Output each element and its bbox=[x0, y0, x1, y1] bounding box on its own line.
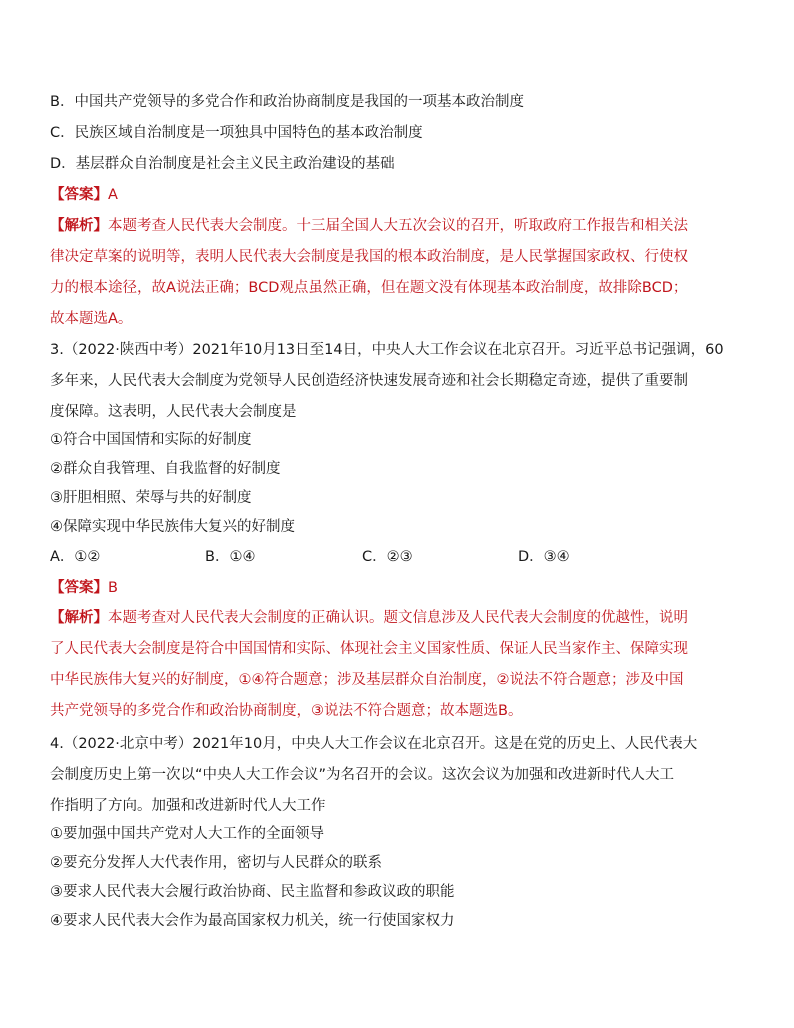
q3-analysis-line-4: 共产党领导的多党合作和政治协商制度，③说法不符合题意；故本题选B。 bbox=[50, 703, 523, 719]
q4-item-1: ①要加强中国共产党对人大工作的全面领导 bbox=[50, 826, 324, 842]
q4-item-4: ④要求人民代表大会作为最高国家权力机关，统一行使国家权力 bbox=[50, 913, 455, 929]
q3-stem-line-1: 3.（2022·陕西中考）2021年10月13日至14日，中央人大工作会议在北京召开。习近平总书记强调，60 bbox=[50, 342, 724, 358]
q3-analysis-line-3: 中华民族伟大复兴的好制度，①④符合题意；涉及基层群众自治制度，②说法不符合题意；涉及中国 bbox=[50, 672, 684, 688]
q3-option-b: B．①④ bbox=[205, 549, 256, 565]
q2-option-b: B．中国共产党领导的多党合作和政治协商制度是我国的一项基本政治制度 bbox=[50, 94, 524, 110]
q3-analysis-line-1 bbox=[50, 608, 688, 628]
answer-value: A bbox=[108, 187, 118, 203]
q4-stem-line-3: 作指明了方向。加强和改进新时代人大工作 bbox=[50, 798, 326, 814]
q4-stem-line-1: 4.（2022·北京中考）2021年10月，中央人大工作会议在北京召开。这是在党的历史上、人民代表大 bbox=[50, 736, 698, 752]
q3-options bbox=[50, 547, 750, 567]
answer-label: 【答案】 bbox=[50, 580, 108, 596]
q2-analysis-line-2: 律决定草案的说明等，表明人民代表大会制度是我国的根本政治制度，是人民掌握国家政权、行使权 bbox=[50, 249, 688, 265]
q2-option-d: D．基层群众自治制度是社会主义民主政治建设的基础 bbox=[50, 156, 395, 172]
answer-label: 【答案】 bbox=[50, 187, 108, 203]
q2-analysis-line-3: 力的根本途径，故A说法正确；BCD观点虽然正确，但在题文没有体现基本政治制度，故排除BCD； bbox=[50, 280, 688, 296]
q2-analysis-line-4: 故本题选A。 bbox=[50, 311, 133, 327]
q3-item-1: ①符合中国国情和实际的好制度 bbox=[50, 432, 252, 448]
q4-item-2: ②要充分发挥人大代表作用，密切与人民群众的联系 bbox=[50, 855, 382, 871]
q3-option-d: D．③④ bbox=[518, 549, 570, 565]
q2-option-c: C．民族区域自治制度是一项独具中国特色的基本政治制度 bbox=[50, 125, 423, 141]
q3-analysis-line-2: 了人民代表大会制度是符合中国国情和实际、体现社会主义国家性质、保证人民当家作主、保障实现 bbox=[50, 641, 688, 657]
q3-option-a: A．①② bbox=[50, 549, 101, 565]
answer-value: B bbox=[108, 580, 118, 596]
q3-stem-line-3: 度保障。这表明，人民代表大会制度是 bbox=[50, 404, 297, 420]
q2-answer bbox=[50, 185, 118, 205]
q3-item-4: ④保障实现中华民族伟大复兴的好制度 bbox=[50, 519, 295, 535]
q2-analysis-line-1 bbox=[50, 216, 688, 236]
analysis-label: 【解析】 bbox=[50, 610, 108, 626]
q3-answer bbox=[50, 578, 118, 598]
analysis-text: 本题考查人民代表大会制度。十三届全国人大五次会议的召开，听取政府工作报告和相关法 bbox=[108, 218, 688, 234]
analysis-label: 【解析】 bbox=[50, 218, 108, 234]
q3-item-3: ③肝胆相照、荣辱与共的好制度 bbox=[50, 490, 252, 506]
q4-stem-line-2: 会制度历史上第一次以“中央人大工作会议”为名召开的会议。这次会议为加强和改进新时代人大工 bbox=[50, 767, 675, 783]
q3-item-2: ②群众自我管理、自我监督的好制度 bbox=[50, 461, 281, 477]
q3-option-c: C．②③ bbox=[362, 549, 413, 565]
q4-item-3: ③要求人民代表大会履行政治协商、民主监督和参政议政的职能 bbox=[50, 884, 455, 900]
q3-stem-line-2: 多年来，人民代表大会制度为党领导人民创造经济快速发展奇迹和社会长期稳定奇迹，提供了重要制 bbox=[50, 373, 688, 389]
analysis-text: 本题考查对人民代表大会制度的正确认识。题文信息涉及人民代表大会制度的优越性，说明 bbox=[108, 610, 688, 626]
